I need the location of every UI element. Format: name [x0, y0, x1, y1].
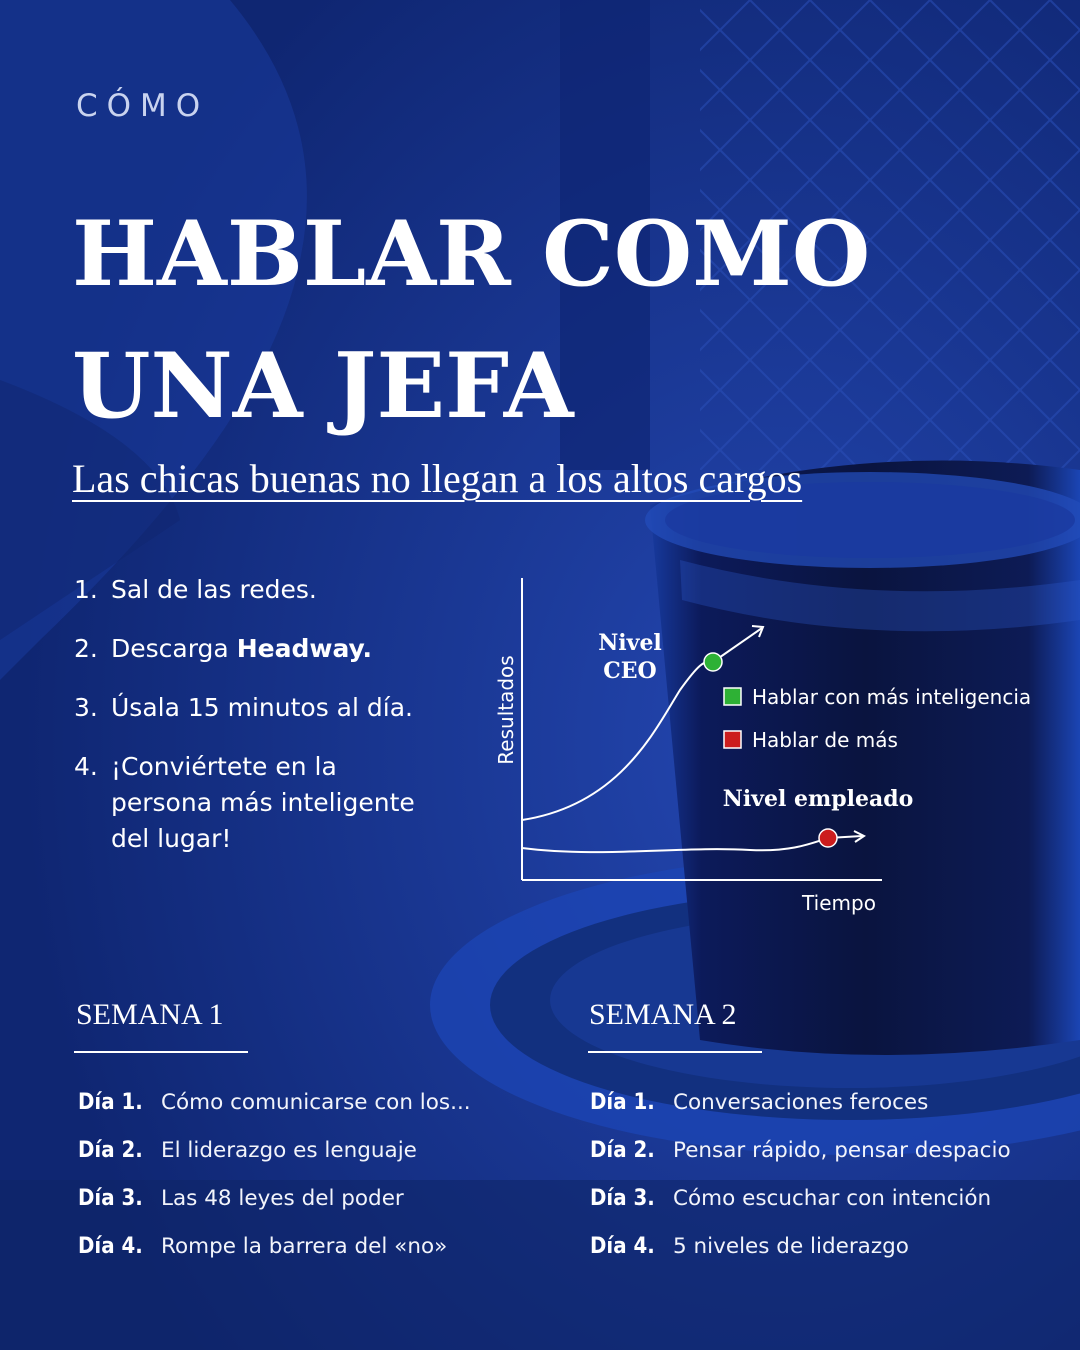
week2-list [590, 1090, 1011, 1282]
headway-brand: Headway. [236, 634, 373, 663]
day-label: Día 3. [590, 1186, 655, 1211]
subtitle: Las chicas buenas no llegan a los altos cargos [72, 456, 803, 501]
growth-diagram [480, 570, 1080, 930]
day-title: Conversaciones feroces [673, 1090, 929, 1115]
day-label: Día 2. [590, 1138, 655, 1163]
week2-day [590, 1186, 1011, 1234]
step-item [74, 749, 424, 857]
week1-day [78, 1090, 471, 1138]
step-item [74, 631, 424, 667]
day-label: Día 3. [78, 1186, 143, 1211]
day-label: Día 1. [78, 1090, 143, 1115]
legend-smart: Hablar con más inteligencia [752, 685, 1032, 709]
step-item [74, 572, 424, 608]
week2-heading: SEMANA 2 [589, 998, 737, 1031]
step-text: ¡Conviértete en la persona más inteligente del lugar! [111, 752, 415, 853]
day-label: Día 4. [78, 1234, 143, 1259]
x-axis-label: Tiempo [802, 891, 876, 915]
week1-heading: SEMANA 1 [76, 998, 224, 1031]
week2-day [590, 1090, 1011, 1138]
step-number: 4. [74, 752, 98, 781]
step-text-plain: Descarga [111, 634, 237, 663]
employee-curve [522, 836, 862, 852]
ceo-point [704, 653, 722, 671]
day-title: Rompe la barrera del «no» [161, 1234, 448, 1259]
day-label: Día 2. [78, 1138, 143, 1163]
legend-swatch-more [724, 731, 741, 748]
week2-day [590, 1138, 1011, 1186]
step-number: 3. [74, 693, 98, 722]
step-number: 1. [74, 575, 98, 604]
step-text [111, 631, 372, 667]
kicker: CÓMO [76, 88, 210, 124]
y-axis-label: Resultados [494, 655, 518, 765]
step-text: Úsala 15 minutos al día. [111, 693, 413, 722]
legend-swatch-smart [724, 688, 741, 705]
step-item [74, 690, 424, 726]
day-title: Pensar rápido, pensar despacio [673, 1138, 1011, 1163]
week2-divider [588, 1051, 762, 1053]
legend-more: Hablar de más [752, 728, 898, 752]
week1-list [78, 1090, 471, 1282]
ceo-label-line-2: CEO [603, 658, 657, 684]
employee-point [819, 829, 837, 847]
title-line-2: UNA JEFA [72, 333, 574, 439]
week1-day [78, 1186, 471, 1234]
week1-divider [74, 1051, 248, 1053]
week1-day [78, 1234, 471, 1282]
title-line-1: HABLAR COMO [72, 201, 871, 307]
step-number: 2. [74, 634, 98, 663]
day-title: Cómo comunicarse con los... [161, 1090, 471, 1115]
day-label: Día 4. [590, 1234, 655, 1259]
day-title: El liderazgo es lenguaje [161, 1138, 417, 1163]
step-text: Sal de las redes. [111, 575, 317, 604]
day-title: 5 niveles de liderazgo [673, 1234, 909, 1259]
page-title [72, 188, 870, 452]
ceo-label-line-1: Nivel [598, 630, 662, 656]
week1-day [78, 1138, 471, 1186]
day-label: Día 1. [590, 1090, 655, 1115]
day-title: Cómo escuchar con intención [673, 1186, 992, 1211]
steps-list [74, 572, 424, 880]
day-title: Las 48 leyes del poder [161, 1186, 404, 1211]
employee-label: Nivel empleado [722, 786, 914, 812]
week2-day [590, 1234, 1011, 1282]
